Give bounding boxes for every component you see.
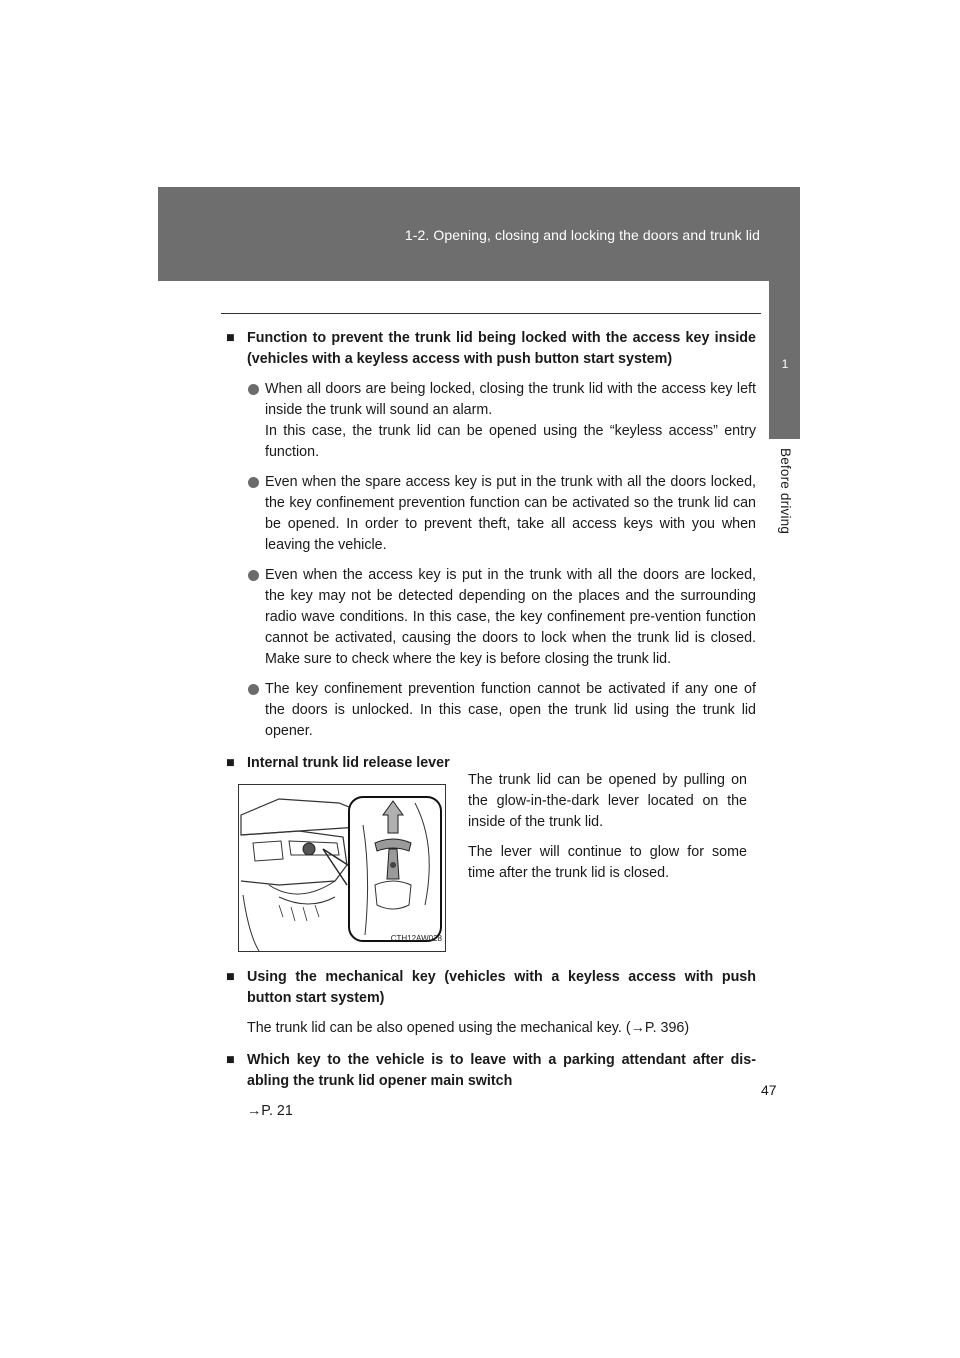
square-bullet-icon: ■ xyxy=(226,969,235,985)
page-number: 47 xyxy=(761,1082,777,1098)
page-content xyxy=(226,328,756,1122)
square-bullet-icon: ■ xyxy=(226,330,235,346)
list-item-text: When all doors are being locked, closing the trunk lid with the access key left inside the trunk will sound an alarm. xyxy=(265,381,756,418)
list-item-text: Even when the access key is put in the trunk with all the doors are locked, the key may not be detected depending on the places and the surrounding radio wave conditions. In this case, the key confinement pre-vention function cannot be activated, causing the doors to lock when the trunk lid is closed. Make sure to check where the key is before closing the trunk lid. xyxy=(265,567,756,667)
round-bullet-icon xyxy=(248,570,259,581)
section-title: 1-2. Opening, closing and locking the doors and trunk lid xyxy=(404,227,760,243)
list-item xyxy=(226,565,756,670)
figure-description xyxy=(468,770,747,884)
square-bullet-icon: ■ xyxy=(226,1052,235,1068)
heading-text: Using the mechanical key (vehicles with a keyless access with push button start system) xyxy=(247,969,756,1006)
top-rule xyxy=(221,313,761,314)
chapter-label: Before driving xyxy=(778,448,793,535)
heading-parking-attendant-key xyxy=(226,1050,756,1092)
paragraph: The trunk lid can be also opened using the mechanical key. (→P. 396) xyxy=(247,1020,690,1036)
list-item-text: The key confinement prevention function cannot be activated if any one of the doors is unlocked. In this case, open the trunk lid using the trunk lid opener. xyxy=(265,681,756,739)
heading-mechanical-key xyxy=(226,967,756,1009)
round-bullet-icon xyxy=(248,684,259,695)
header-bar xyxy=(158,187,800,281)
heading-text: Function to prevent the trunk lid being locked with the access key inside (vehicles with a keyless access with push button start system) xyxy=(247,330,756,367)
paragraph: The trunk lid can be opened by pulling on the glow-in-the-dark lever located on the inside of the trunk lid. xyxy=(468,772,747,830)
square-bullet-icon: ■ xyxy=(226,755,235,771)
round-bullet-icon xyxy=(248,384,259,395)
figure-row xyxy=(226,772,756,956)
list-item-text: In this case, the trunk lid can be opened using the “keyless access” entry function. xyxy=(265,423,756,460)
list-item-text: Even when the spare access key is put in the trunk with all the doors locked, the key confinement prevention function can be activated so the trunk lid can be opened. In order to prevent theft, take all access keys with you when leaving the vehicle. xyxy=(265,474,756,553)
trunk-release-lever-illustration xyxy=(238,784,446,952)
heading-text: Internal trunk lid release lever xyxy=(247,755,450,771)
chapter-number: 1 xyxy=(781,357,789,371)
paragraph: The lever will continue to glow for some time after the trunk lid is closed. xyxy=(468,844,747,881)
page-reference-link[interactable]: →P. 21 xyxy=(247,1103,293,1119)
list-item xyxy=(226,679,756,742)
heading-text: Which key to the vehicle is to leave with a parking attendant after dis-abling the trunk lid opener main switch xyxy=(247,1052,756,1089)
heading-trunk-lock-prevention xyxy=(226,328,756,370)
car-trunk-lever-icon xyxy=(239,785,446,952)
list-item xyxy=(226,472,756,556)
round-bullet-icon xyxy=(248,477,259,488)
list-item xyxy=(226,379,756,463)
figure-code: CTH12AW028 xyxy=(390,934,442,943)
